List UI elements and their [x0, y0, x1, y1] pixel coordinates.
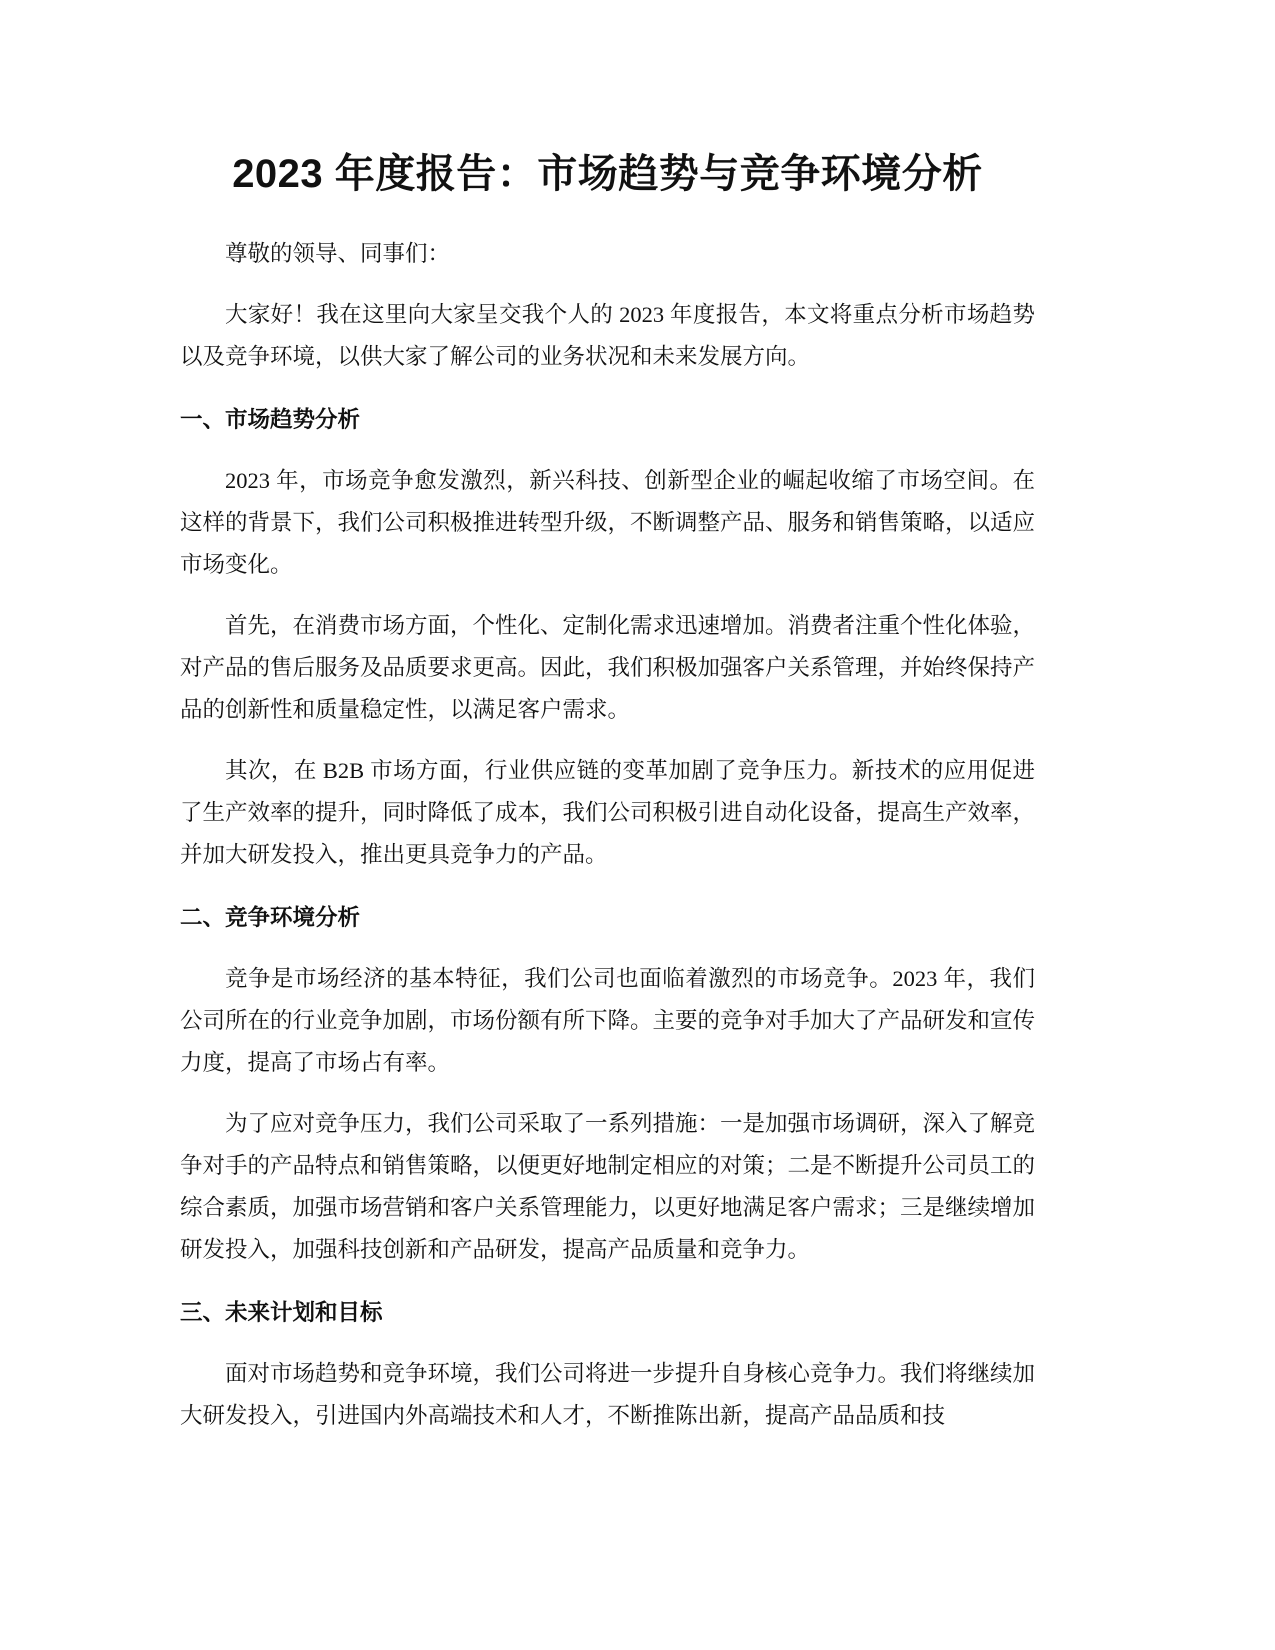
section-heading-future-plans: 三、未来计划和目标 [180, 1300, 383, 1325]
document-page [180, 0, 1035, 1437]
section-1-paragraph-2: 首先，在消费市场方面，个性化、定制化需求迅速增加。消费者注重个性化体验，对产品的售后服务及品质要求更高。因此，我们积极加强客户关系管理，并始终保持产品的创新性和质量稳定性，以满足客户需求。 [180, 613, 1036, 722]
greeting-paragraph: 尊敬的领导、同事们： [225, 241, 451, 266]
document-title: 2023 年度报告：市场趋势与竞争环境分析 [232, 152, 983, 196]
section-1-paragraph-1: 2023 年，市场竞争愈发激烈，新兴科技、创新型企业的崛起收缩了市场空间。在这样的背景下，我们公司积极推进转型升级，不断调整产品、服务和销售策略，以适应市场变化。 [180, 468, 1036, 577]
section-2-paragraph-1: 竞争是市场经济的基本特征，我们公司也面临着激烈的市场竞争。2023 年，我们公司所在的行业竞争加剧，市场份额有所下降。主要的竞争对手加大了产品研发和宣传力度，提高了市场占有率。 [180, 966, 1036, 1075]
section-heading-competition: 二、竞争环境分析 [180, 905, 361, 930]
intro-paragraph: 大家好！我在这里向大家呈交我个人的 2023 年度报告，本文将重点分析市场趋势以及竞争环境，以供大家了解公司的业务状况和未来发展方向。 [180, 302, 1035, 369]
section-heading-market-trends: 一、市场趋势分析 [180, 407, 361, 432]
section-3-paragraph-1: 面对市场趋势和竞争环境，我们公司将进一步提升自身核心竞争力。我们将继续加大研发投入，引进国内外高端技术和人才，不断推陈出新，提高产品品质和技 [180, 1361, 1036, 1428]
section-1-paragraph-3: 其次，在 B2B 市场方面，行业供应链的变革加剧了竞争压力。新技术的应用促进了生产效率的提升，同时降低了成本，我们公司积极引进自动化设备，提高生产效率，并加大研发投入，推出更具竞争力的产品。 [180, 758, 1036, 867]
section-2-paragraph-2: 为了应对竞争压力，我们公司采取了一系列措施：一是加强市场调研，深入了解竞争对手的产品特点和销售策略，以便更好地制定相应的对策；二是不断提升公司员工的综合素质，加强市场营销和客户关系管理能力，以更好地满足客户需求；三是继续增加研发投入，加强科技创新和产品研发，提高产品质量和竞争力。 [180, 1111, 1036, 1262]
